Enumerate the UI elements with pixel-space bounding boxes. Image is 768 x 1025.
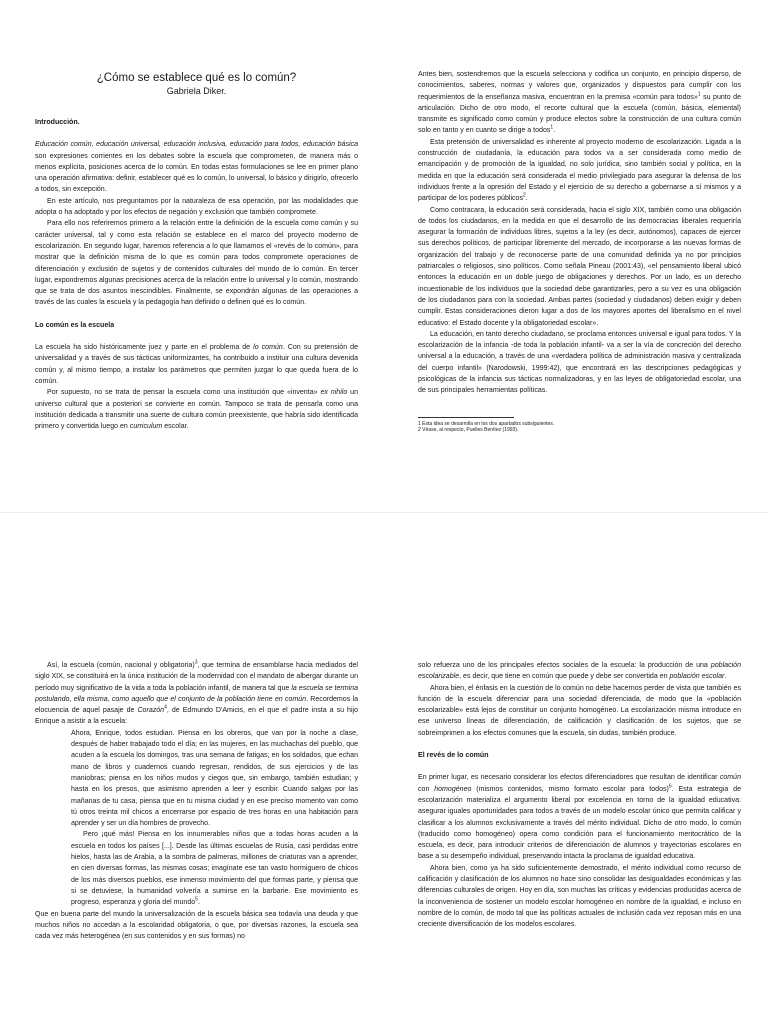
text-span: , es decir, que tiene en común que puede y debe ser convertida en [459, 673, 670, 681]
article-author: Gabriela Diker. [166, 86, 227, 96]
italic-span: población escolar [669, 673, 725, 681]
italic-span: curriculum [129, 423, 163, 431]
footnote-ref[interactable]: 2 [522, 192, 526, 199]
section-heading-lo-comun: Lo común es la escuela [35, 321, 115, 329]
page-2-left-column [35, 660, 358, 942]
italic-span: homogéneo [434, 785, 472, 793]
footnote-ref[interactable]: 1 [697, 91, 701, 98]
intro-italic-terms: Educación común, educación universal, educación inclusiva, educación para todos, educación básica [35, 141, 358, 149]
intro-paragraph-1 [35, 139, 358, 195]
right-paragraph-2 [418, 137, 741, 205]
footnote-ref[interactable]: 6 [668, 783, 672, 790]
text-span: Esta pretensión de universalidad es inherente al proyecto moderno de escolarización. Ligada a la construcción de ciudadanía, la educación para todos va a ser considerada como medio de emancipación y de promoción de la igualdad, no solo jurídica, sino también social y política, en la medida en que la educación será considerada el medio privilegiado para asegurar la defensa de los individuos frente a la opresión del Estado y el ejercicio de su derecho a gobernarse a sí mismos y a participar de los poderes públicos [418, 138, 741, 203]
text-span: . [724, 673, 727, 681]
right-paragraph-4: La educación, en tanto derecho ciudadano, se proclama entonces universal e igual para todos. Y la escolarización de la infancia -de toda la población infantil- va a ser la vía de concreción del derecho universal a la educación, a través de una «verdadera política de administración masiva y centralizada del cuerpo infantil» (Narodowski, 1999:42), que encontrará en las descripciones pedagógicas y psicológicas de la infancia sus tácticas normalizadoras, y en las leyes de obligatoriedad escolar, una de sus principales herramientas políticas. [418, 330, 741, 395]
text-span: Antes bien, sostendremos que la escuela selecciona y codifica un conjunto, en principio disperso, de conocimientos, saberes, normas y valores que, organizados y dispuestos para cumplir con los requerimientos de la enseñanza masiva, encuentran en la premisa «común para todos» [418, 71, 741, 101]
p2-right-paragraph-2: Ahora bien, el énfasis en la cuestión de lo común no debe hacernos perder de vista que también es función de la escuela diferenciar para una sociedad diferenciada, de modo que la «población escolarizable» está lejos de constituir un conjunto homogéneo. La escolarización misma introduce en ese universo líneas de diferenciación, de calificación y clasificación de los sujetos, que se sobreimprimen a los efectos comunes que la escuela, sin dudas, también produce. [418, 684, 741, 737]
section-paragraph-2 [35, 387, 358, 432]
text-span: . Recordemos la elocuencia de aquel pasaje de [35, 695, 358, 715]
p2-left-paragraph-2: Que en buena parte del mundo la universalización de la escuela básica sea todavía una deuda y que muchos niños no accedan a la escolaridad obligatoria, o que, por diversas razones, la escuela sea cada vez más heterogénea (en sus contenidos y en sus formas) no [35, 910, 358, 941]
italic-span: Corazón [137, 707, 165, 715]
text-span: solo refuerza uno de los principales efectos sociales de la escuela: la producción de una [418, 662, 711, 669]
text-span: . [197, 899, 200, 907]
text-span: Pero ¡qué más! Piensa en los innumerables niños que a todas horas acuden a la escuela en todos los países [...]. Desde las últimas escuelas de Rusia, casi perdidas entre hielos, hasta las de Arabia, a la sombra de palmeras, millones de criaturas van a aprender, en cien diversas formas, las mismas cosas; imagínate ese tan vasto hormiguero de chicos de los más diversos pueblos, ese inmenso movimiento del que formas parte, y piensa que si se detuviese, la humanidad volvería a sumirse en la barbarie. Ese movimiento es progreso, esperanza y gloria del mundo [71, 831, 358, 907]
text-span: . [553, 127, 556, 135]
p2-right-paragraph-4: Ahora bien, como ya ha sido suficientemente demostrado, el mérito individual como recurso de calificación y clasificación de los alumnos no hace sino consolidar las desigualdades económicas y las diferencias culturales de origen. Hoy en día, son muchas las críticas y evidencias producidas acerca de la inconveniencia de sostener un modelo escolar homogéneo en nombre de la igualdad, e incluso en nombre de lo común, de modo tal que las políticas actuales de inclusión cada vez reposan más en una creciente diversificación de los modelos escolares. [418, 864, 741, 929]
text-span: Por supuesto, no se trata de pensar la escuela como una institución que «inventa» [47, 389, 321, 397]
text-span: . [525, 195, 528, 203]
italic-span: común [719, 774, 741, 782]
quote-paragraph-1: Ahora, Enrique, todos estudian. Piensa en los obreros, que van por la noche a clase, después de haber trabajado todo el día; en las mujeres, en las muchachas del pueblo, que acuden a la escuela los domingos, tras una semana de fatigas; en los soldados, que echan mano de libros y cuadernos cuando regresan, rendidos, de sus ejercicios y de las maniobras; piensa en los niños mudos y ciegos que, sin embargo, también estudian; y hasta en los presos, que asimismo aprenden a leer y escribir. Cuando salgas por las mañanas de tu casa, piensa que en tu misma ciudad y en ese preciso momento van como tú otros treinta mil chicos a encerrarse por espacio de tres horas en una habitación para aprender y ser un día hombres de provecho. [71, 729, 358, 828]
section-paragraph-1 [35, 342, 358, 387]
italic-span: lo común [253, 344, 283, 352]
text-span: La escuela ha sido históricamente juez y parte en el problema de [35, 344, 254, 352]
p2-right-paragraph-3 [418, 772, 741, 862]
footnote-divider [418, 417, 514, 418]
page-1-left-column [35, 71, 358, 432]
text-span: . Con su pretensión de universalidad y a través de sus tácticas uniformizantes, ha contribuido a instituir una cultura devenida común y, al mismo tiempo, a instalar los parámetros que permiten juzgar lo que queda fuera de lo común. [35, 344, 359, 385]
text-span: un universo cultural que a posteriori se convierte en común. Tampoco se trata de pensarla como una institución dedicada a transmitir una suerte de cultura común preexistente, que habría sido identificada primero y convertida luego en [35, 389, 358, 431]
italic-span: población escolarizable [418, 662, 741, 681]
italic-span: ex nihilo [320, 389, 348, 397]
page-1-right-column [418, 69, 741, 434]
intro-heading: Introducción. [35, 119, 80, 126]
text-span: su punto de articulación. Dicho de otro modo, el recorte cultural que la escuela (común, básica, elemental) transmite es significado como común y produce efectos sobre la construcción de una cultura común solo en tanto y en cuanto se dirige a todos [418, 93, 741, 135]
page-2 [0, 512, 768, 1025]
text-span: . Esta estrategia de escolarización materializa el argumento liberal por excelencia en torno de la igualdad educativa: asegurar iguales oportunidades para todos a través de un modelo escolar único que permita calificar y clasificar a los alumnos exclusivamente a través del mérito individual. Dicho de otro modo, lo común (traducido como homogéneo) opera como condición para el funcionamiento meritocrático de la escuela, es decir, para introducir criterios de diferenciación de alumnos y trayectorias escolares en base a su desempeño individual, preservando intacta la proclama de igualdad educativa. [418, 785, 741, 861]
intro-paragraph-1-text: son expresiones corrientes en los debates sobre la escuela que comprometen, de manera más o menos explícita, posiciones acerca de lo común. En todas estas formulaciones se lee en primer plano una operación afirmativa: definir, establecer qué es lo común, lo universal, lo básico y dirigirlo, ofrecerlo a todos, sin excepción. [35, 152, 358, 194]
section-heading-reves: El revés de lo común [418, 752, 489, 760]
p2-left-paragraph-1 [35, 660, 358, 728]
text-span: (mismos contenidos, mismo formato escolar para todos) [471, 785, 669, 793]
p2-right-paragraph-1 [418, 660, 741, 683]
block-quote [71, 728, 358, 909]
intro-paragraph-2: En este artículo, nos preguntamos por la naturaleza de esa operación, por las modalidades que adopta o ha adoptado y por los efectos de negación y exclusión que también compromete. [35, 197, 358, 217]
footnote-ref[interactable]: 4 [164, 704, 167, 711]
text-span: con [418, 785, 435, 793]
page-2-right-column [418, 660, 741, 931]
right-paragraph-1 [418, 69, 741, 137]
text-span: En primer lugar, es necesario considerar los efectos diferenciadores que resultan de identificar [418, 774, 720, 782]
intro-paragraph-3: Para ello nos referiremos primero a la relación entre la definición de la escuela como común y su carácter universal, tal y como esta relación se establece en el marco del proyecto moderno de escolarización. En segundo lugar, haremos referencia a lo que llamamos el «revés de lo común», para mostrar que la definición misma de lo que es común para todos compromete operaciones de diferenciación y exclusión de sujetos y de contenidos culturales del mundo de lo común. En tercer lugar, expondremos algunas precisiones acerca de la relación entre lo universal y lo común, mostrando que se trata de dos asuntos inescindibles. Finalmente, se expondrán algunas de las operaciones a través de las cuales la escuela y la pedagogía han definido o definen qué es lo común. [35, 220, 358, 307]
right-paragraph-3: Como contracara, la educación será considerada, hacia el siglo XIX, también como una obligación de todos los ciudadanos, en la medida en que el desarrollo de las democracias liberales requeriría asegurar la formación de individuos libres, sujetos a la ley (es decir, autónomos), capaces de ejercer sus derechos políticos, de participar libremente del mercado, de incorporarse a las nuevas formas de organización del trabajo y de reconocerse parte de una comunidad definida ya no por principios patriarcales o religiosos, sino políticos. Como señala Pineau (2001:43), «el pensamiento liberal ubicó entonces la educación en un doble juego de obligaciones y derechos. Por un lado, es un derecho incuestionable de los individuos que la sociedad debe garantizarles, pero a su vez es una obligación de los ciudadanos para con la sociedad. Ambas partes (sociedad y ciudadanos) deben exigir y deben cumplir. Estas consideraciones dieron lugar a dos de los mayores aportes del liberalismo en el nivel educativo: el Estado docente y la obligatoriedad escolar». [418, 206, 741, 327]
page-1 [0, 0, 768, 512]
footnote-2: 2 Véase, al respecto, Puelles Benítez (1993). [418, 427, 519, 434]
footnote-ref[interactable]: 5 [195, 896, 198, 903]
text-span: , que termina de ensamblarse hacia mediados del siglo XIX, se constituirá en la única institución de la modernidad con el mandato de albergar durante un período muy significativo de la vida a toda la población infantil, de manera tal que [35, 662, 358, 692]
article-title: ¿Cómo se establece qué es lo común? [96, 72, 297, 84]
text-span: escolar. [162, 423, 189, 431]
text-span: , de Edmundo D'Amicis, en el que el padre insta a su hijo Enrique a asistir a la escuela: [35, 707, 358, 726]
footnote-1: 1 Esta idea se desarrolla en los dos apartados subsiguientes. [418, 420, 555, 427]
footnote-ref[interactable]: 3 [194, 659, 198, 666]
italic-span: la escuela se termina postulando, ella misma, como aquello que el conjunto de la población tiene en común [35, 684, 358, 703]
quote-paragraph-2 [71, 829, 358, 908]
footnote-ref[interactable]: 1 [550, 125, 554, 132]
text-span: Así, la escuela (común, nacional y obligatoria) [47, 662, 195, 669]
